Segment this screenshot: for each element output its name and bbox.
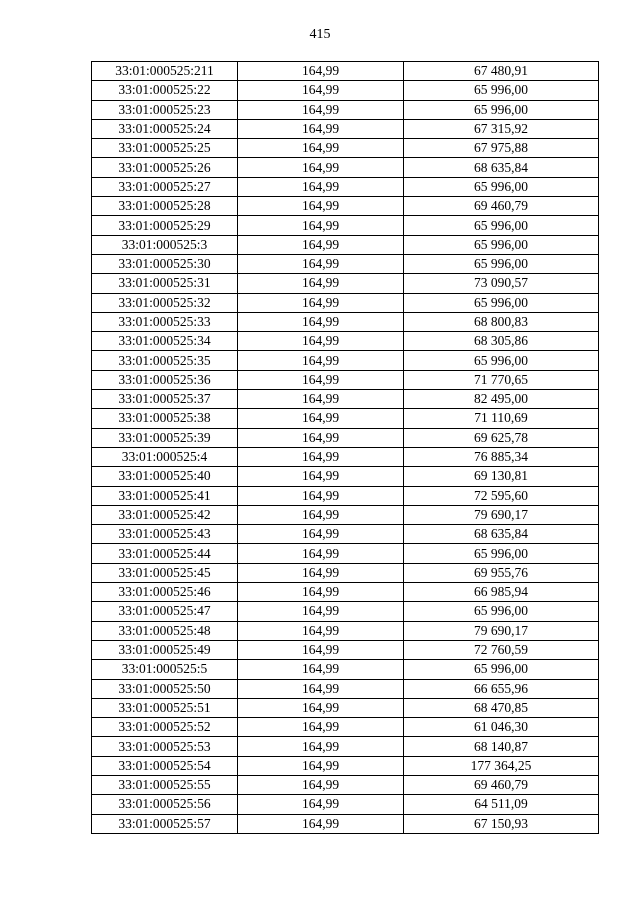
table-row — [92, 370, 599, 389]
table-row — [92, 274, 599, 293]
cadastral-number-cell: 33:01:000525:3 — [92, 235, 238, 254]
cadastral-number-cell: 33:01:000525:32 — [92, 293, 238, 312]
cadastral-number-cell: 33:01:000525:33 — [92, 312, 238, 331]
value-cell: 67 150,93 — [404, 814, 599, 833]
rate-cell: 164,99 — [238, 351, 404, 370]
value-cell: 65 996,00 — [404, 602, 599, 621]
rate-cell: 164,99 — [238, 563, 404, 582]
cadastral-number-cell: 33:01:000525:40 — [92, 467, 238, 486]
cadastral-number-cell: 33:01:000525:30 — [92, 254, 238, 273]
table-row — [92, 100, 599, 119]
cadastral-number-cell: 33:01:000525:56 — [92, 795, 238, 814]
value-cell: 65 996,00 — [404, 235, 599, 254]
value-cell: 68 305,86 — [404, 332, 599, 351]
cadastral-number-cell: 33:01:000525:51 — [92, 698, 238, 717]
table-row — [92, 390, 599, 409]
rate-cell: 164,99 — [238, 100, 404, 119]
cadastral-number-cell: 33:01:000525:5 — [92, 660, 238, 679]
cadastral-number-cell: 33:01:000525:44 — [92, 544, 238, 563]
cadastral-number-cell: 33:01:000525:29 — [92, 216, 238, 235]
cadastral-number-cell: 33:01:000525:28 — [92, 197, 238, 216]
rate-cell: 164,99 — [238, 428, 404, 447]
value-cell: 65 996,00 — [404, 660, 599, 679]
value-cell: 69 130,81 — [404, 467, 599, 486]
cadastral-number-cell: 33:01:000525:50 — [92, 679, 238, 698]
rate-cell: 164,99 — [238, 621, 404, 640]
cadastral-values-table — [91, 61, 599, 834]
rate-cell: 164,99 — [238, 293, 404, 312]
table-row — [92, 197, 599, 216]
value-cell: 68 635,84 — [404, 158, 599, 177]
value-cell: 67 975,88 — [404, 139, 599, 158]
rate-cell: 164,99 — [238, 814, 404, 833]
table-row — [92, 235, 599, 254]
rate-cell: 164,99 — [238, 81, 404, 100]
table-row — [92, 814, 599, 833]
table-row — [92, 293, 599, 312]
rate-cell: 164,99 — [238, 718, 404, 737]
table-row — [92, 312, 599, 331]
cadastral-number-cell: 33:01:000525:211 — [92, 62, 238, 81]
value-cell: 65 996,00 — [404, 293, 599, 312]
rate-cell: 164,99 — [238, 274, 404, 293]
table-row — [92, 119, 599, 138]
rate-cell: 164,99 — [238, 583, 404, 602]
table-row — [92, 158, 599, 177]
table-row — [92, 177, 599, 196]
table-row — [92, 737, 599, 756]
cadastral-number-cell: 33:01:000525:24 — [92, 119, 238, 138]
rate-cell: 164,99 — [238, 197, 404, 216]
rate-cell: 164,99 — [238, 467, 404, 486]
cadastral-number-cell: 33:01:000525:31 — [92, 274, 238, 293]
rate-cell: 164,99 — [238, 158, 404, 177]
table-row — [92, 775, 599, 794]
rate-cell: 164,99 — [238, 370, 404, 389]
rate-cell: 164,99 — [238, 698, 404, 717]
value-cell: 69 460,79 — [404, 775, 599, 794]
table-row — [92, 351, 599, 370]
rate-cell: 164,99 — [238, 486, 404, 505]
rate-cell: 164,99 — [238, 254, 404, 273]
cadastral-number-cell: 33:01:000525:54 — [92, 756, 238, 775]
cadastral-number-cell: 33:01:000525:25 — [92, 139, 238, 158]
page-number: 415 — [309, 27, 331, 42]
cadastral-number-cell: 33:01:000525:22 — [92, 81, 238, 100]
rate-cell: 164,99 — [238, 139, 404, 158]
value-cell: 67 480,91 — [404, 62, 599, 81]
table-row — [92, 332, 599, 351]
table-row — [92, 795, 599, 814]
value-cell: 72 760,59 — [404, 640, 599, 659]
table-row — [92, 62, 599, 81]
value-cell: 67 315,92 — [404, 119, 599, 138]
value-cell: 69 955,76 — [404, 563, 599, 582]
table-row — [92, 698, 599, 717]
cadastral-number-cell: 33:01:000525:42 — [92, 505, 238, 524]
cadastral-number-cell: 33:01:000525:38 — [92, 409, 238, 428]
value-cell: 71 770,65 — [404, 370, 599, 389]
table-row — [92, 428, 599, 447]
cadastral-number-cell: 33:01:000525:36 — [92, 370, 238, 389]
rate-cell: 164,99 — [238, 390, 404, 409]
table-row — [92, 254, 599, 273]
cadastral-number-cell: 33:01:000525:45 — [92, 563, 238, 582]
table-row — [92, 621, 599, 640]
rate-cell: 164,99 — [238, 640, 404, 659]
value-cell: 82 495,00 — [404, 390, 599, 409]
value-cell: 65 996,00 — [404, 254, 599, 273]
value-cell: 71 110,69 — [404, 409, 599, 428]
value-cell: 72 595,60 — [404, 486, 599, 505]
rate-cell: 164,99 — [238, 235, 404, 254]
rate-cell: 164,99 — [238, 505, 404, 524]
value-cell: 66 655,96 — [404, 679, 599, 698]
table-row — [92, 505, 599, 524]
table-row — [92, 640, 599, 659]
value-cell: 76 885,34 — [404, 447, 599, 466]
rate-cell: 164,99 — [238, 409, 404, 428]
value-cell: 65 996,00 — [404, 100, 599, 119]
rate-cell: 164,99 — [238, 602, 404, 621]
table-row — [92, 81, 599, 100]
rate-cell: 164,99 — [238, 62, 404, 81]
value-cell: 68 635,84 — [404, 525, 599, 544]
value-cell: 65 996,00 — [404, 544, 599, 563]
rate-cell: 164,99 — [238, 795, 404, 814]
table-row — [92, 602, 599, 621]
table-row — [92, 563, 599, 582]
value-cell: 79 690,17 — [404, 621, 599, 640]
table-row — [92, 544, 599, 563]
table-row — [92, 216, 599, 235]
value-cell: 65 996,00 — [404, 177, 599, 196]
rate-cell: 164,99 — [238, 679, 404, 698]
cadastral-number-cell: 33:01:000525:43 — [92, 525, 238, 544]
cadastral-number-cell: 33:01:000525:48 — [92, 621, 238, 640]
table-row — [92, 525, 599, 544]
cadastral-number-cell: 33:01:000525:35 — [92, 351, 238, 370]
table-row — [92, 467, 599, 486]
value-cell: 177 364,25 — [404, 756, 599, 775]
cadastral-number-cell: 33:01:000525:57 — [92, 814, 238, 833]
rate-cell: 164,99 — [238, 177, 404, 196]
table-row — [92, 660, 599, 679]
cadastral-number-cell: 33:01:000525:37 — [92, 390, 238, 409]
cadastral-number-cell: 33:01:000525:47 — [92, 602, 238, 621]
value-cell: 65 996,00 — [404, 216, 599, 235]
table-row — [92, 409, 599, 428]
value-cell: 65 996,00 — [404, 81, 599, 100]
value-cell: 66 985,94 — [404, 583, 599, 602]
cadastral-number-cell: 33:01:000525:55 — [92, 775, 238, 794]
cadastral-number-cell: 33:01:000525:39 — [92, 428, 238, 447]
table-row — [92, 447, 599, 466]
rate-cell: 164,99 — [238, 332, 404, 351]
rate-cell: 164,99 — [238, 756, 404, 775]
value-cell: 73 090,57 — [404, 274, 599, 293]
table-row — [92, 486, 599, 505]
table-row — [92, 756, 599, 775]
table-row — [92, 679, 599, 698]
cadastral-number-cell: 33:01:000525:49 — [92, 640, 238, 659]
rate-cell: 164,99 — [238, 544, 404, 563]
value-cell: 64 511,09 — [404, 795, 599, 814]
value-cell: 61 046,30 — [404, 718, 599, 737]
rate-cell: 164,99 — [238, 525, 404, 544]
cadastral-number-cell: 33:01:000525:23 — [92, 100, 238, 119]
value-cell: 68 470,85 — [404, 698, 599, 717]
value-cell: 79 690,17 — [404, 505, 599, 524]
cadastral-number-cell: 33:01:000525:53 — [92, 737, 238, 756]
rate-cell: 164,99 — [238, 216, 404, 235]
table-row — [92, 139, 599, 158]
rate-cell: 164,99 — [238, 447, 404, 466]
rate-cell: 164,99 — [238, 775, 404, 794]
table-body — [92, 62, 599, 834]
value-cell: 68 140,87 — [404, 737, 599, 756]
rate-cell: 164,99 — [238, 737, 404, 756]
cadastral-number-cell: 33:01:000525:46 — [92, 583, 238, 602]
rate-cell: 164,99 — [238, 119, 404, 138]
rate-cell: 164,99 — [238, 312, 404, 331]
cadastral-number-cell: 33:01:000525:52 — [92, 718, 238, 737]
cadastral-number-cell: 33:01:000525:26 — [92, 158, 238, 177]
table-row — [92, 583, 599, 602]
table-row — [92, 718, 599, 737]
rate-cell: 164,99 — [238, 660, 404, 679]
cadastral-number-cell: 33:01:000525:4 — [92, 447, 238, 466]
value-cell: 69 625,78 — [404, 428, 599, 447]
cadastral-number-cell: 33:01:000525:41 — [92, 486, 238, 505]
value-cell: 69 460,79 — [404, 197, 599, 216]
value-cell: 65 996,00 — [404, 351, 599, 370]
cadastral-number-cell: 33:01:000525:34 — [92, 332, 238, 351]
value-cell: 68 800,83 — [404, 312, 599, 331]
cadastral-number-cell: 33:01:000525:27 — [92, 177, 238, 196]
